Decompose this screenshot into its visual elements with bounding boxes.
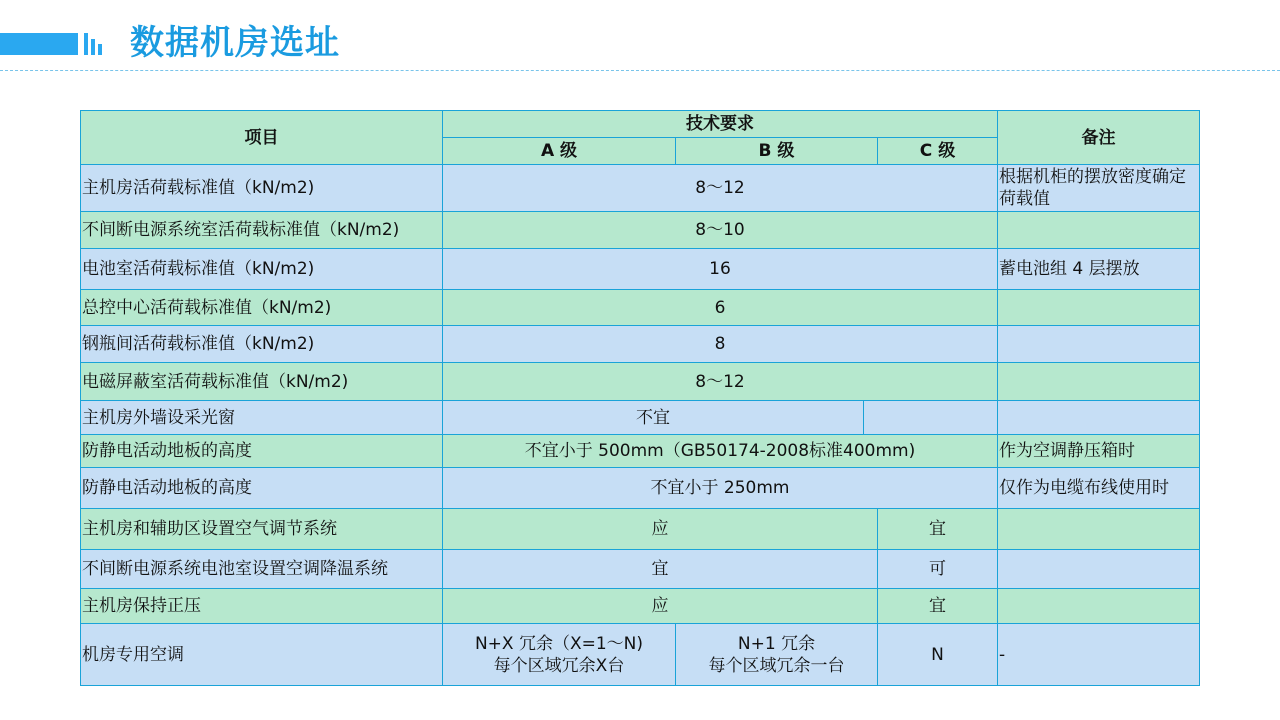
row-remark [998, 589, 1200, 624]
row-item: 主机房外墙设采光窗 [81, 401, 443, 435]
title-accent-bar [0, 33, 78, 55]
row-item: 主机房活荷载标准值（kN/m2) [81, 165, 443, 212]
header-remarks: 备注 [998, 111, 1200, 165]
row-value: 16 [443, 249, 998, 290]
row-remark: 仅作为电缆布线使用时 [998, 468, 1200, 509]
row-value: 8～12 [443, 165, 998, 212]
table-row [81, 509, 1200, 550]
requirements-table [80, 110, 1200, 686]
row-value: 8～10 [443, 212, 998, 249]
page-title: 数据机房选址 [130, 23, 340, 63]
table-row [81, 468, 1200, 509]
table-row [81, 326, 1200, 363]
row-item: 主机房和辅助区设置空气调节系统 [81, 509, 443, 550]
title-divider [0, 70, 1280, 71]
row-value-ab: 宜 [443, 550, 878, 589]
row-value-ab: 应 [443, 589, 878, 624]
table-row [81, 589, 1200, 624]
row-value-c: N [878, 624, 998, 686]
row-item: 电磁屏蔽室活荷载标准值（kN/m2) [81, 363, 443, 401]
header-grade-b: B 级 [676, 138, 878, 165]
bar-chart-icon [84, 33, 104, 55]
table-header-row [81, 111, 1200, 138]
row-remark: 作为空调静压箱时 [998, 435, 1200, 468]
row-remark [998, 509, 1200, 550]
table-row [81, 290, 1200, 326]
row-remark [998, 212, 1200, 249]
row-item: 不间断电源系统室活荷载标准值（kN/m2) [81, 212, 443, 249]
header-item: 项目 [81, 111, 443, 165]
table-row [81, 212, 1200, 249]
row-value-ab: 不宜 [443, 401, 864, 435]
row-value: 6 [443, 290, 998, 326]
row-value-a-line2: 每个区域冗余X台 [493, 655, 625, 676]
row-item: 钢瓶间活荷载标准值（kN/m2) [81, 326, 443, 363]
row-value-a-line1: N+X 冗余（X=1～N) [474, 633, 644, 654]
row-item: 防静电活动地板的高度 [81, 435, 443, 468]
table-row [81, 363, 1200, 401]
row-item: 不间断电源系统电池室设置空调降温系统 [81, 550, 443, 589]
row-remark [998, 326, 1200, 363]
row-item: 电池室活荷载标准值（kN/m2) [81, 249, 443, 290]
header-tech-requirements: 技术要求 [443, 111, 998, 138]
row-remark: 根据机柜的摆放密度确定荷载值 [998, 165, 1200, 212]
row-remark [998, 401, 1200, 435]
row-item: 防静电活动地板的高度 [81, 468, 443, 509]
header-grade-c: C 级 [878, 138, 998, 165]
row-value: 8 [443, 326, 998, 363]
row-value-b-line2: 每个区域冗余一台 [708, 655, 845, 676]
row-remark: 蓄电池组 4 层摆放 [998, 249, 1200, 290]
row-remark [998, 363, 1200, 401]
table-row [81, 435, 1200, 468]
table-row [81, 401, 1200, 435]
row-item: 总控中心活荷载标准值（kN/m2) [81, 290, 443, 326]
row-value-ab: 应 [443, 509, 878, 550]
table-row [81, 249, 1200, 290]
table-row [81, 550, 1200, 589]
row-item: 主机房保持正压 [81, 589, 443, 624]
row-value: 不宜小于 250mm [443, 468, 998, 509]
header-grade-a: A 级 [443, 138, 676, 165]
row-item: 机房专用空调 [81, 624, 443, 686]
row-value: 不宜小于 500mm（GB50174-2008标准400mm) [443, 435, 998, 468]
row-remark [998, 290, 1200, 326]
table-row [81, 165, 1200, 212]
title-bar [0, 0, 1280, 72]
row-remark [998, 550, 1200, 589]
row-value-b [676, 624, 878, 686]
row-value-c: 可 [878, 550, 998, 589]
row-value-a [443, 624, 676, 686]
row-value-c [864, 401, 998, 435]
row-value-c: 宜 [878, 589, 998, 624]
row-value-c: 宜 [878, 509, 998, 550]
row-remark: - [998, 624, 1200, 686]
row-value: 8～12 [443, 363, 998, 401]
table-row [81, 624, 1200, 686]
row-value-b-line1: N+1 冗余 [737, 633, 816, 654]
